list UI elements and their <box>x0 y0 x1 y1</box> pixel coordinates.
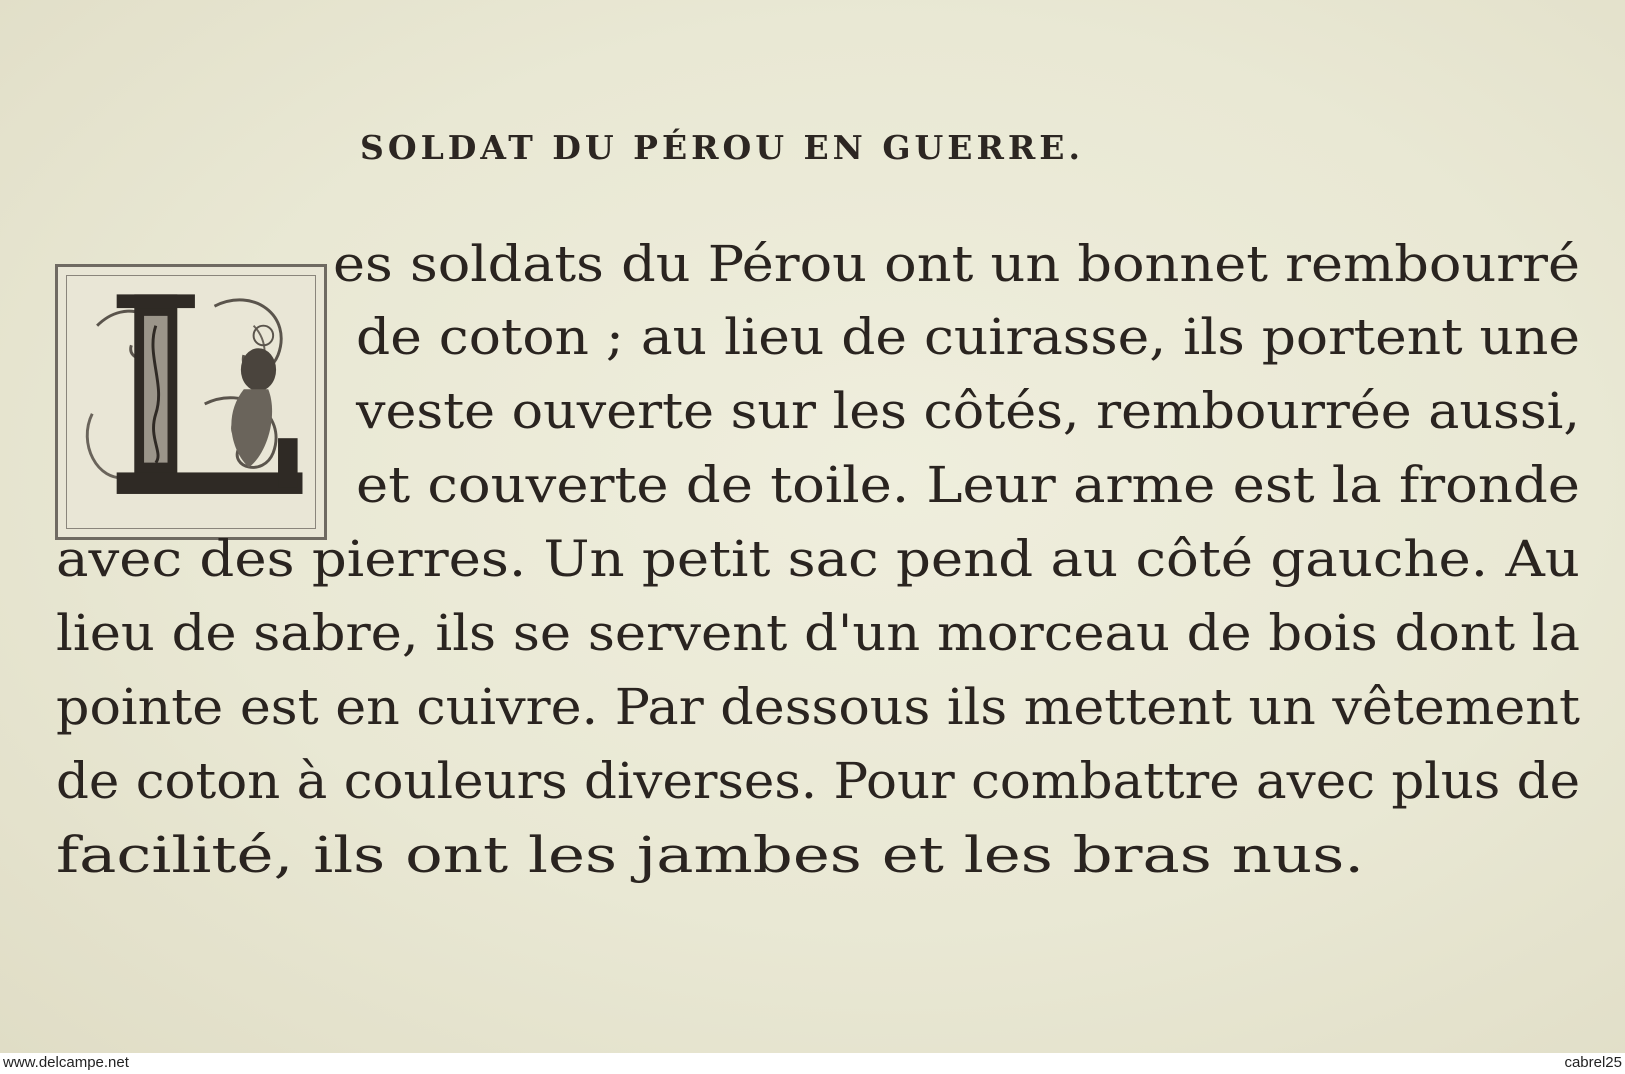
text-line-3: veste ouverte sur les côtés, rembourrée aussi, <box>356 382 1580 440</box>
text-line-9: facilité, ils ont les jambes et les bras nus. <box>56 826 1365 884</box>
text-line-6: lieu de sabre, ils se servent d'un morceau de bois dont la <box>56 604 1581 662</box>
text-line-2: de coton ; au lieu de cuirasse, ils portent une <box>356 308 1580 366</box>
watermark-bar <box>0 1053 1625 1074</box>
ornamental-initial <box>55 264 327 540</box>
text-line-4: et couverte de toile. Leur arme est la fronde <box>356 456 1580 514</box>
text-line-5: avec des pierres. Un petit sac pend au côté gauche. Au <box>56 530 1580 588</box>
page-title: SOLDAT DU PÉROU EN GUERRE. <box>360 128 1084 167</box>
watermark-site: www.delcampe.net <box>3 1054 129 1071</box>
watermark-user: cabrel25 <box>1564 1054 1622 1071</box>
ornamental-letter-l-icon <box>58 267 324 537</box>
text-line-8: de coton à couleurs diverses. Pour combattre avec plus de <box>56 752 1581 810</box>
text-line-7: pointe est en cuivre. Par dessous ils mettent un vêtement <box>56 678 1580 736</box>
text-line-1: es soldats du Pérou ont un bonnet rembourré <box>333 235 1581 293</box>
